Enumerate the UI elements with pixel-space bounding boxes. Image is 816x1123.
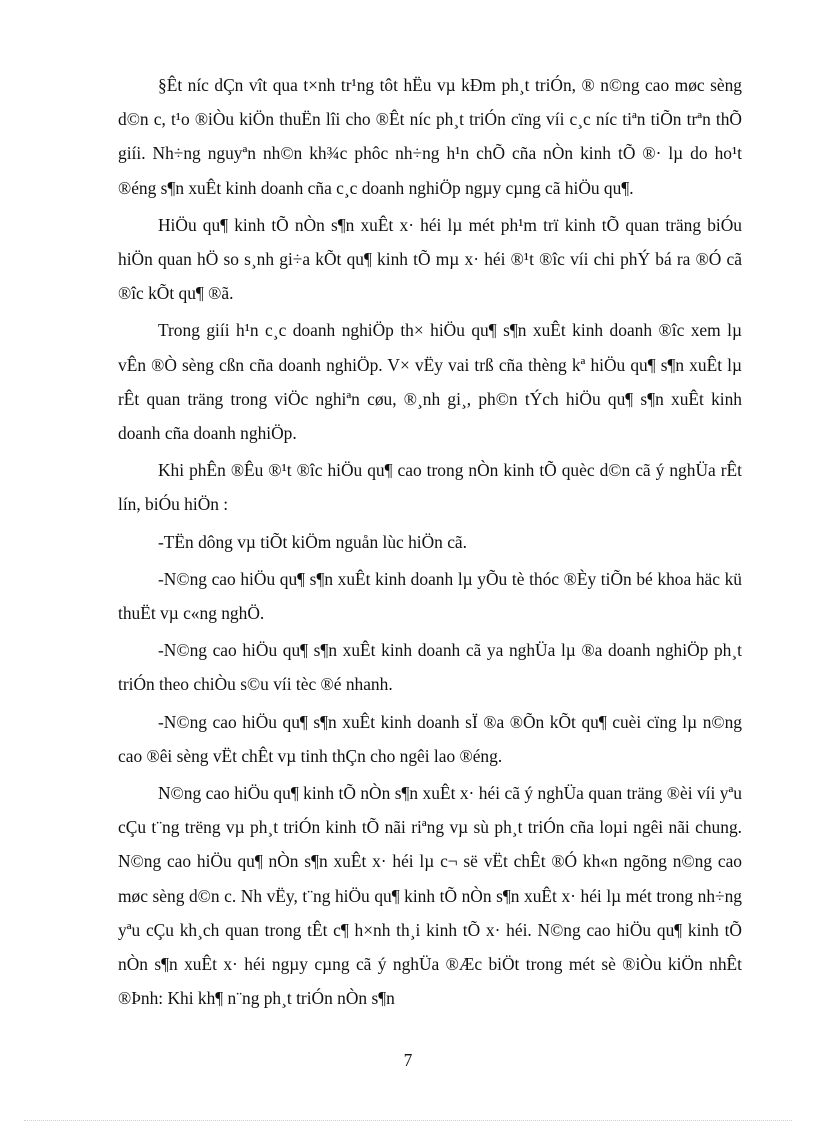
paragraph-significance: Khi phÊn ®Êu ®¹t ®îc hiÖu qu¶ cao trong nÒn kinh tÕ quèc d©n cã ý nghÜa rÊt lín, biÓu hiÖn : — [118, 460, 742, 515]
paragraph-enterprise-efficiency: Trong giíi h¹n c¸c doanh nghiÖp th× hiÖu qu¶ s¶n xuÊt kinh doanh ®îc xem lµ vÊn ®Ò sèng cßn cña doanh nghiÖp. V× vËy vai trß cña thèng kª hiÖu qu¶ s¶n xuÊt lµ rÊt quan träng trong viÖc nghiªn cøu, ®¸nh gi¸, ph©n tÝch hiÖu qu¶ s¶n xuÊt kinh doanh cña doanh nghiÖp. — [118, 320, 742, 444]
page-number: 7 — [403, 1050, 413, 1070]
bullet-item: -TËn dông vµ tiÕt kiÖm nguån lùc hiÖn cã. — [158, 531, 467, 552]
footer-divider — [24, 1120, 792, 1121]
document-body — [118, 68, 742, 1018]
paragraph-intro: §Êt níc dÇn vît qua t×nh tr¹ng tôt hËu vµ kÐm ph¸t triÓn, ® n©ng cao møc sèng d©n c, t¹o ®iÒu kiÖn thuËn lîi cho ®Êt níc ph¸t triÓn cïng víi c¸c níc tiªn tiÕn trªn thÕ giíi. Nh÷ng nguyªn nh©n kh¾c phôc nh÷ng h¹n chÕ cña nÒn kinh tÕ ®· lµ do ho¹t ®éng s¶n xuÊt kinh doanh cña c¸c doanh nghiÖp ngµy cµng cã hiÖu qu¶. — [118, 75, 742, 198]
paragraph-efficiency-definition: HiÖu qu¶ kinh tÕ nÒn s¶n xuÊt x· héi lµ mét ph¹m trï kinh tÕ quan träng biÓu hiÖn quan hÖ so s¸nh gi÷a kÕt qu¶ kinh tÕ mµ x· héi ®¹t ®îc víi chi phÝ bá ra ®Ó cã ®îc kÕt qu¶ ®ã. — [118, 214, 742, 304]
bullet-item: -N©ng cao hiÖu qu¶ s¶n xuÊt kinh doanh cã ya nghÜa lµ ®a doanh nghiÖp ph¸t triÓn theo chiÒu s©u víi tèc ®é nhanh. — [118, 640, 742, 695]
bullet-item: -N©ng cao hiÖu qu¶ s¶n xuÊt kinh doanh sÏ ®a ®Õn kÕt qu¶ cuèi cïng lµ n©ng cao ®êi sèng vËt chÊt vµ tinh thÇn cho ngêi lao ®éng. — [118, 711, 742, 766]
paragraph-closing: N©ng cao hiÖu qu¶ kinh tÕ nÒn s¶n xuÊt x· héi cã ý nghÜa quan träng ®èi víi yªu cÇu t¨ng trëng vµ ph¸t triÓn kinh tÕ nãi riªng vµ sù ph¸t triÓn cña loµi ngêi nãi chung. N©ng cao hiÖu qu¶ nÒn s¶n xuÊt x· héi lµ c¬ së vËt chÊt ®Ó kh«n ngõng n©ng cao møc sèng d©n c. Nh vËy, t¨ng hiÖu qu¶ kinh tÕ nÒn s¶n xuÊt x· héi lµ mét trong nh÷ng yªu cÇu kh¸ch quan trong tÊt c¶ h×nh th¸i kinh tÕ x· héi. N©ng cao hiÖu qu¶ kinh tÕ nÒn s¶n xuÊt x· héi ngµy cµng cã ý nghÜa ®Æc biÖt trong mét sè ®iÒu kiÖn nhÊt ®Þnh: Khi kh¶ n¨ng ph¸t triÓn nÒn s¶n — [118, 783, 742, 1009]
bullet-item: -N©ng cao hiÖu qu¶ s¶n xuÊt kinh doanh lµ yÕu tè thóc ®Èy tiÕn bé khoa häc kü thuËt vµ c«ng nghÖ. — [118, 568, 742, 624]
